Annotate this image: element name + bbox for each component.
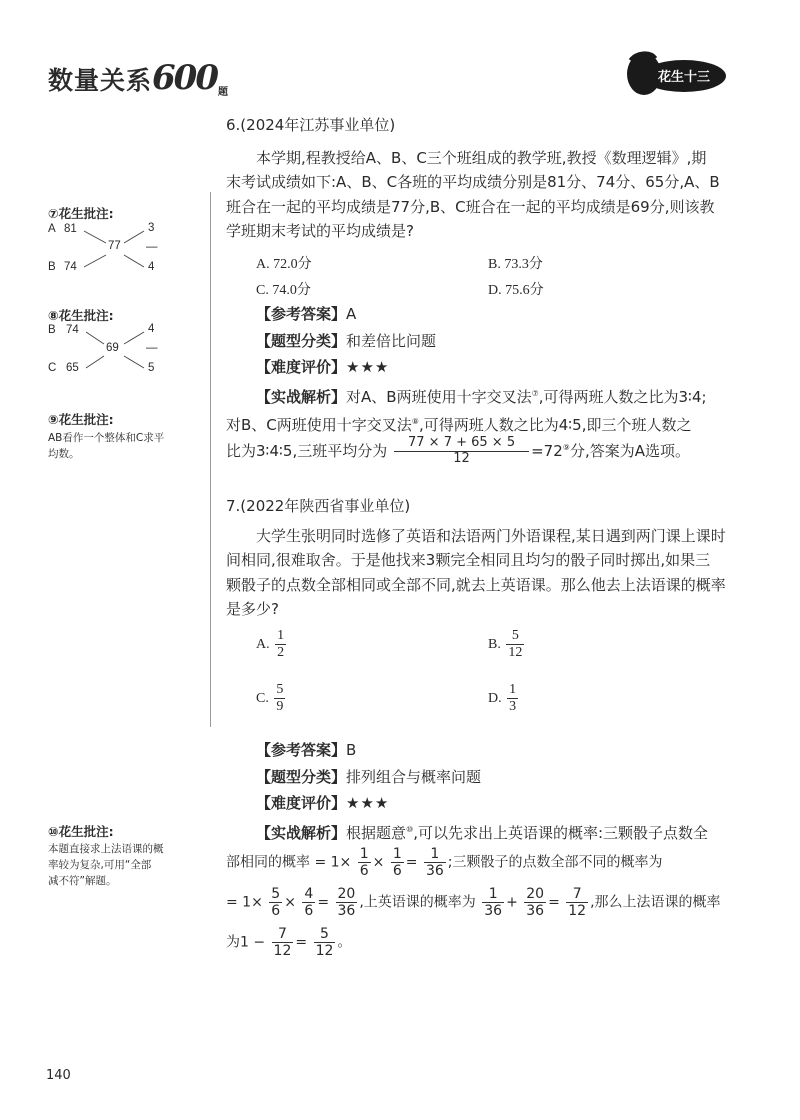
q6-option-c: C. 74.0分 [256,283,311,298]
q6-type: 【题型分类】和差倍比问题 [256,332,437,350]
q7-analysis-line1: 【实战解析】根据题意⑩,可以先求出上英语课的概率:三颗骰子点数全 [256,824,709,842]
difficulty-stars: ★★★ [346,358,390,376]
sidebar-divider [210,192,211,727]
peanut-logo-icon [622,50,732,98]
note-10-title: ⑩花生批注: [48,824,114,839]
q6-option-a: A. 72.0分 [256,257,312,272]
page-number: 140 [46,1068,71,1083]
q7-option-a: A. $\frac{1}{2}$ [256,628,285,661]
q7-analysis-line3: = 1× $\frac{5}{6}$ × $\frac{4}{6}$ = $\frac{20}{36}$ ,上英语课的概率为 $\frac{1}{36}$ + $\frac{20}{36}$ = $\frac{7}{12}$ ,那么上法语课的概率 [226,886,721,920]
q7-heading: 7.(2022年陕西省事业单位) [226,497,411,515]
q6-heading: 6.(2024年江苏事业单位) [226,116,396,134]
q7-difficulty: 【难度评价】★★★ [256,794,390,812]
note-7-cross-diagram: A 81 B 74 77 3 — 4 [48,222,158,273]
book-title: 数量关系600题 [48,58,229,98]
note-8-cross-diagram: B 74 C 65 69 4 — 5 [48,323,158,374]
q6-analysis-line1: 【实战解析】对A、B两班使用十字交叉法⑦,可得两班人数之比为3∶4; [256,388,707,406]
q7-analysis-line2: 部相同的概率 = 1× $\frac{1}{6}$ × $\frac{1}{6}$ = $\frac{1}{36}$ ;三颗骰子的点数全部不同的概率为 [226,846,663,880]
q6-analysis-line3: 比为3∶4∶5,三班平均分为 $\frac{77 \times 7 + 65 \times 5}{12}$ =72⑨分,答案为A选项。 [226,435,690,466]
q7-answer: 【参考答案】B [256,741,357,759]
difficulty-stars: ★★★ [346,794,390,812]
q6-answer: 【参考答案】A [256,305,357,323]
q6-stem: 本学期,程教授给A、B、C三个班组成的教学班,教授《数理逻辑》,期 末考试成绩如下:A、B、C各班的平均成绩分别是81分、74分、65分,A、B 班合在一起的平均成绩是77分,B、C班合在一起的平均成绩是69分,则该教 学班期末考试的平均成绩是? [226,149,720,241]
q7-option-d: D. $\frac{1}{3}$ [488,682,517,715]
note-10-body: 本题直接求上法语课的概 率较为复杂,可用“全部 减不符”解题。 [48,843,164,887]
q7-stem: 大学生张明同时选修了英语和法语两门外语课程,某日遇到两门课上课时 间相同,很难取舍。于是他找来3颗完全相同且均匀的骰子同时掷出,如果三 颗骰子的点数全部相同或全部不同,就去上英语课。那么他去上法语课的概率 是多少? [226,527,726,619]
q6-option-d: D. 75.6分 [488,283,544,298]
q7-type: 【题型分类】排列组合与概率问题 [256,768,482,786]
q6-difficulty: 【难度评价】★★★ [256,358,390,376]
q6-option-b: B. 73.3分 [488,257,543,272]
q7-analysis-line4: 为1 − $\frac{7}{12}$ = $\frac{5}{12}$ 。 [226,926,352,960]
q7-option-c: C. $\frac{5}{9}$ [256,682,284,715]
note-7-title: ⑦花生批注: [48,206,114,221]
q7-option-b: B. $\frac{5}{12}$ [488,628,523,661]
note-9-body: AB看作一个整体和C求平 均数。 [48,432,165,460]
note-8-title: ⑧花生批注: [48,308,114,323]
q6-analysis-line2: 对B、C两班使用十字交叉法⑧,可得两班人数之比为4∶5,即三个班人数之 [226,416,692,434]
note-9-title: ⑨花生批注: [48,412,114,427]
logo-text: 花生十三 [657,70,711,85]
